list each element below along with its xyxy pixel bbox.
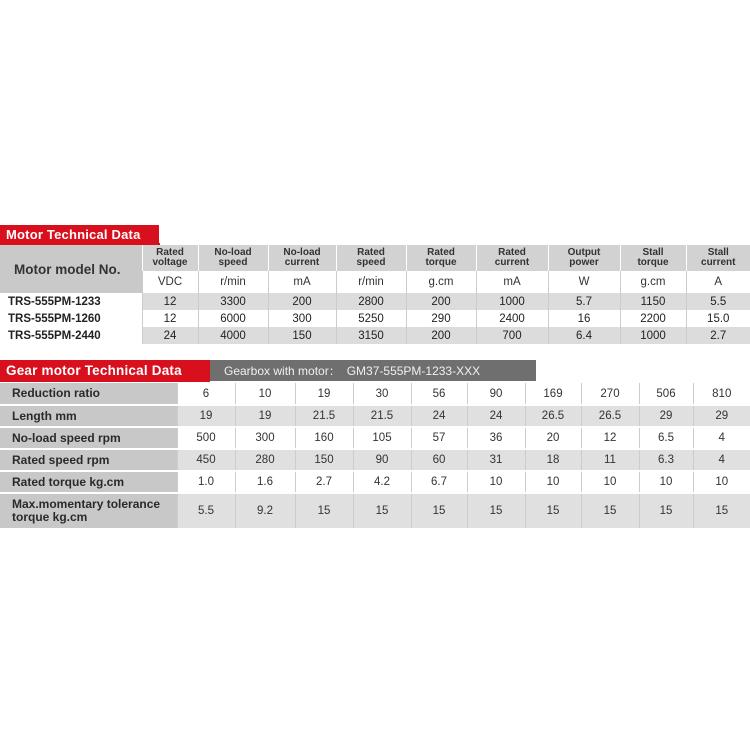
gear-value-cell: 4.2 [353,471,411,493]
motor-column-header-line2: speed [218,257,248,268]
gear-value-cell: 29 [693,405,750,427]
motor-table-row [0,293,750,310]
gear-value-cell: 18 [525,449,581,471]
motor-value-cell: 3300 [198,293,268,310]
gear-value-cell: 169 [525,383,581,405]
gear-value-cell: 15 [353,493,411,529]
motor-column-header-line2: torque [637,257,669,268]
motor-column-header-line2: speed [356,257,386,268]
gear-value-cell: 450 [177,449,235,471]
gear-value-cell: 90 [467,383,525,405]
gear-value-cell: 2.7 [295,471,353,493]
motor-value-cell: 4000 [198,327,268,344]
gear-row-label: Reduction ratio [0,383,177,405]
motor-column-unit: VDC [142,271,198,293]
motor-column-unit: mA [268,271,336,293]
motor-column-header-line1: Rated [427,247,455,258]
gear-value-cell: 10 [525,471,581,493]
motor-value-cell: 5250 [336,310,406,327]
motor-column-header-line1: Stall [707,247,729,258]
motor-column-header-line2: power [569,257,599,268]
gear-value-cell: 20 [525,427,581,449]
motor-column-header-line1: No-load [283,247,321,258]
gear-value-cell: 90 [353,449,411,471]
motor-column-header-line1: Rated [357,247,385,258]
motor-value-cell: 1000 [476,293,548,310]
motor-table-row [0,327,750,344]
motor-column-header-line2: current [701,257,736,268]
motor-column-header-line2: voltage [152,257,188,268]
gear-row-label: Rated torque kg.cm [0,471,177,493]
gear-value-cell: 60 [411,449,467,471]
motor-value-cell: 15.0 [686,310,750,327]
motor-column-header-line1: Rated [156,247,184,258]
gear-value-cell: 31 [467,449,525,471]
gear-row-label: Length mm [0,405,177,427]
gear-value-cell: 30 [353,383,411,405]
motor-value-cell: 16 [548,310,620,327]
gear-table-row [0,383,750,405]
gear-value-cell: 10 [639,471,693,493]
gear-value-cell: 19 [295,383,353,405]
gear-value-cell: 19 [177,405,235,427]
gear-value-cell: 6.3 [639,449,693,471]
motor-model-cell: TRS-555PM-1233 [0,293,142,310]
gear-value-cell: 105 [353,427,411,449]
gear-value-cell: 36 [467,427,525,449]
motor-column-unit: g.cm [620,271,686,293]
gear-value-cell: 4 [693,427,750,449]
gear-value-cell: 21.5 [353,405,411,427]
motor-value-cell: 700 [476,327,548,344]
gear-value-cell: 5.5 [177,493,235,529]
gear-table-row [0,449,750,471]
motor-column-header [198,245,268,271]
gear-value-cell: 280 [235,449,295,471]
gear-table-row [0,471,750,493]
gear-value-cell: 150 [295,449,353,471]
motor-column-header [620,245,686,271]
gear-value-cell: 4 [693,449,750,471]
motor-column-header [142,245,198,271]
gear-value-cell: 15 [639,493,693,529]
motor-column-header [268,245,336,271]
gear-value-cell: 15 [525,493,581,529]
motor-value-cell: 200 [406,293,476,310]
motor-value-cell: 290 [406,310,476,327]
motor-column-header-line1: Output [567,247,601,258]
gear-row-label: Rated speed rpm [0,449,177,471]
gear-value-cell: 26.5 [581,405,639,427]
gear-value-cell: 6 [177,383,235,405]
gear-value-cell: 500 [177,427,235,449]
gearbox-info-bar [210,360,536,381]
gear-value-cell: 1.6 [235,471,295,493]
gear-value-cell: 29 [639,405,693,427]
gear-value-cell: 24 [467,405,525,427]
motor-value-cell: 1000 [620,327,686,344]
gear-value-cell: 12 [581,427,639,449]
motor-column-header [548,245,620,271]
motor-column-unit: r/min [336,271,406,293]
motor-value-cell: 2800 [336,293,406,310]
motor-column-header [686,245,750,271]
motor-value-cell: 6.4 [548,327,620,344]
motor-column-unit: mA [476,271,548,293]
motor-value-cell: 200 [268,293,336,310]
gear-value-cell: 24 [411,405,467,427]
motor-column-header-line2: current [284,257,320,268]
motor-column-header-line1: No-load [214,247,252,258]
motor-value-cell: 12 [142,310,198,327]
gear-value-cell: 160 [295,427,353,449]
motor-value-cell: 5.7 [548,293,620,310]
motor-value-cell: 1150 [620,293,686,310]
motor-model-header: Motor model No. [0,245,142,293]
gear-value-cell: 10 [467,471,525,493]
motor-value-cell: 3150 [336,327,406,344]
motor-column-unit: W [548,271,620,293]
motor-value-cell: 5.5 [686,293,750,310]
motor-value-cell: 300 [268,310,336,327]
gear-value-cell: 19 [235,405,295,427]
motor-column-header-line2: current [494,257,530,268]
gear-value-cell: 15 [467,493,525,529]
gear-value-cell: 10 [581,471,639,493]
motor-header-row [0,245,750,271]
gear-table-row [0,493,750,529]
motor-column-header [406,245,476,271]
gear-value-cell: 9.2 [235,493,295,529]
motor-value-cell: 2200 [620,310,686,327]
gear-value-cell: 10 [235,383,295,405]
gear-title-underline [0,380,210,382]
gear-table-row [0,405,750,427]
motor-value-cell: 2.7 [686,327,750,344]
motor-model-cell: TRS-555PM-2440 [0,327,142,344]
motor-column-header-line2: torque [425,257,457,268]
gear-value-cell: 15 [295,493,353,529]
motor-column-unit: g.cm [406,271,476,293]
gear-value-cell: 6.7 [411,471,467,493]
gear-value-cell: 1.0 [177,471,235,493]
gear-section-title: Gear motor Technical Data [0,360,210,381]
gear-value-cell: 6.5 [639,427,693,449]
motor-table-row [0,310,750,327]
motor-column-header [336,245,406,271]
gear-value-cell: 810 [693,383,750,405]
motor-value-cell: 12 [142,293,198,310]
gear-value-cell: 15 [411,493,467,529]
gear-row-label: No-load speed rpm [0,427,177,449]
motor-data-table [0,245,750,344]
motor-column-unit: r/min [198,271,268,293]
gear-value-cell: 15 [693,493,750,529]
gear-value-cell: 300 [235,427,295,449]
gear-value-cell: 26.5 [525,405,581,427]
motor-column-unit: A [686,271,750,293]
gearbox-label: Gearbox with motor： [224,364,341,378]
gear-table-row [0,427,750,449]
gear-value-cell: 21.5 [295,405,353,427]
gear-data-table [0,383,750,530]
motor-value-cell: 6000 [198,310,268,327]
motor-value-cell: 24 [142,327,198,344]
motor-value-cell: 2400 [476,310,548,327]
motor-column-header [476,245,548,271]
gearbox-model: GM37-555PM-1233-XXX [346,363,481,378]
motor-column-header-line1: Stall [642,247,664,258]
gear-value-cell: 11 [581,449,639,471]
motor-column-header-line1: Rated [498,247,526,258]
gear-value-cell: 270 [581,383,639,405]
gear-value-cell: 10 [693,471,750,493]
motor-section-title: Motor Technical Data [0,225,159,244]
gear-value-cell: 506 [639,383,693,405]
motor-value-cell: 150 [268,327,336,344]
motor-value-cell: 200 [406,327,476,344]
gear-row-label: Max.momentary tolerance torque kg.cm [0,493,177,529]
gear-value-cell: 56 [411,383,467,405]
motor-model-cell: TRS-555PM-1260 [0,310,142,327]
gear-value-cell: 15 [581,493,639,529]
gear-value-cell: 57 [411,427,467,449]
